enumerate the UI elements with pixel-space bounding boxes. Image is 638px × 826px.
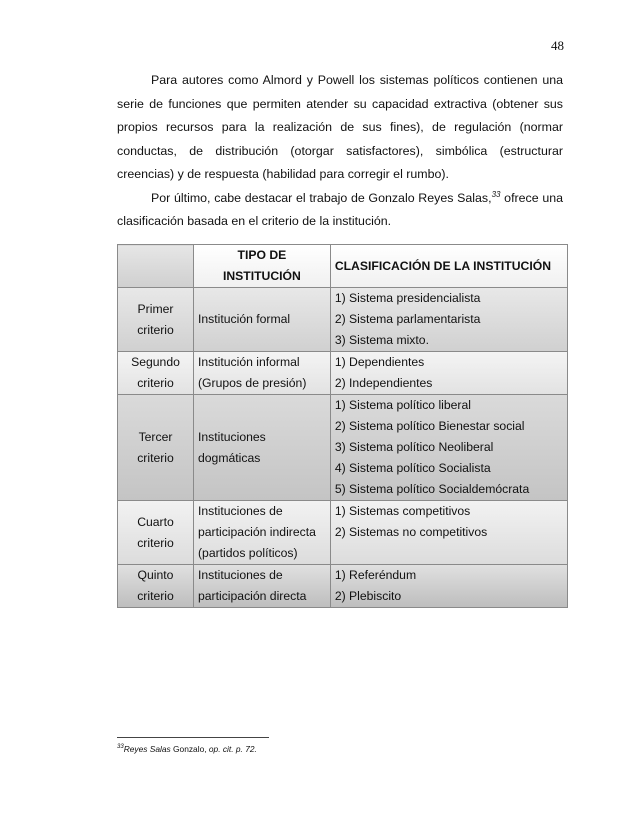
cell-line: 2) Independientes: [334, 376, 433, 390]
header-line: INSTITUCIÓN: [222, 269, 301, 283]
footnote-divider: [117, 737, 269, 738]
cell-line: participación directa: [198, 589, 307, 603]
cell-line: criterio: [137, 535, 174, 550]
tipo-cell: [194, 501, 331, 565]
cell-line: Primer: [137, 301, 174, 316]
footnote-number: 33: [117, 744, 124, 751]
cell-line: 1) Dependientes: [334, 355, 425, 369]
cell-line: Quinto: [137, 568, 174, 582]
cell-line: Instituciones de: [198, 504, 283, 518]
paragraph-text-end: ofrece una clasificación basada en el criterio de la institución.: [117, 190, 563, 228]
header-clasificacion: CLASIFICACIÓN DE LA INSTITUCIÓN: [330, 245, 567, 288]
cell-line: Tercer: [138, 429, 173, 444]
cell-line: 1) Referéndum: [334, 568, 417, 582]
table-row-tercer-criterio: [118, 395, 568, 501]
classification-table: [117, 244, 568, 608]
cell-line: 2) Sistemas no competitivos: [334, 525, 488, 539]
paragraph-almond-powell: Para autores como Almord y Powell los sistemas políticos contienen una serie de funciones que permiten atender su capacidad extractiva (obtener sus propios recursos para la realización de sus fines), de regulación (normar conductas, de distribución (otorgar satisfactores), simbólica (estructurar creencias) y de respuesta (habilidad para corregir el rumbo).: [117, 73, 563, 181]
cell-line: (partidos políticos): [198, 546, 298, 560]
paragraph-reyes-salas: [117, 187, 563, 234]
cell-line: 3) Sistema político Neoliberal: [334, 440, 494, 454]
table-header-row: [118, 245, 568, 288]
criterio-cell: [118, 565, 194, 608]
cell-line: 2) Sistema político Bienestar social: [334, 419, 525, 433]
clasificacion-cell: [330, 395, 567, 501]
criterio-cell: [118, 395, 194, 501]
cell-line: 1) Sistema político liberal: [334, 398, 471, 412]
cell-line: dogmáticas: [198, 450, 261, 465]
criterio-cell: [118, 352, 194, 395]
clasificacion-cell: [330, 352, 567, 395]
cell-line: criterio: [137, 450, 174, 465]
criterio-cell: [118, 288, 194, 352]
cell-line: Institución informal: [198, 355, 300, 369]
footnote-name: Gonzalo,: [170, 744, 209, 754]
cell-line: 2) Plebiscito: [334, 589, 402, 603]
tipo-cell: [194, 352, 331, 395]
cell-line: criterio: [137, 322, 174, 337]
footnote-reference: 33: [491, 189, 501, 199]
cell-line: Segundo: [131, 355, 180, 369]
table-row-quinto-criterio: [118, 565, 568, 608]
clasificacion-cell: [330, 565, 567, 608]
cell-line: (Grupos de presión): [198, 376, 307, 390]
cell-line: 3) Sistema mixto.: [334, 333, 429, 347]
clasificacion-cell: [330, 501, 567, 565]
cell-line: criterio: [137, 376, 174, 390]
cell-line: Instituciones: [198, 429, 266, 444]
page-number: 48: [551, 38, 564, 53]
table-row-cuarto-criterio: [118, 501, 568, 565]
tipo-cell: [194, 288, 331, 352]
table-row-primer-criterio: [118, 288, 568, 352]
cell-line: Institución formal: [198, 312, 291, 326]
header-empty-cell: [118, 245, 194, 288]
cell-line: criterio: [137, 589, 174, 603]
tipo-cell: [194, 565, 331, 608]
cell-line: Instituciones de: [198, 568, 283, 582]
cell-line: 2) Sistema parlamentarista: [334, 312, 481, 326]
paragraph-text-start: Por último, cabe destacar el trabajo de Gonzalo Reyes Salas,: [151, 190, 492, 205]
body-text: [117, 69, 563, 234]
tipo-cell: [194, 395, 331, 501]
cell-line: 5) Sistema político Socialdemócrata: [334, 482, 530, 496]
footnote: [117, 744, 257, 754]
header-tipo-institucion: [194, 245, 331, 288]
cell-line: 1) Sistema presidencialista: [334, 291, 481, 305]
footnote-author: Reyes Salas: [123, 744, 171, 754]
table-row-segundo-criterio: [118, 352, 568, 395]
criterio-cell: [118, 501, 194, 565]
cell-line: participación indirecta: [198, 525, 316, 539]
cell-line: 4) Sistema político Socialista: [334, 461, 491, 475]
footnote-citation: op. cit. p. 72.: [208, 744, 257, 754]
cell-line: 1) Sistemas competitivos: [334, 504, 471, 518]
clasificacion-cell: [330, 288, 567, 352]
header-line: TIPO DE: [237, 248, 287, 262]
cell-line: Cuarto: [137, 514, 174, 529]
